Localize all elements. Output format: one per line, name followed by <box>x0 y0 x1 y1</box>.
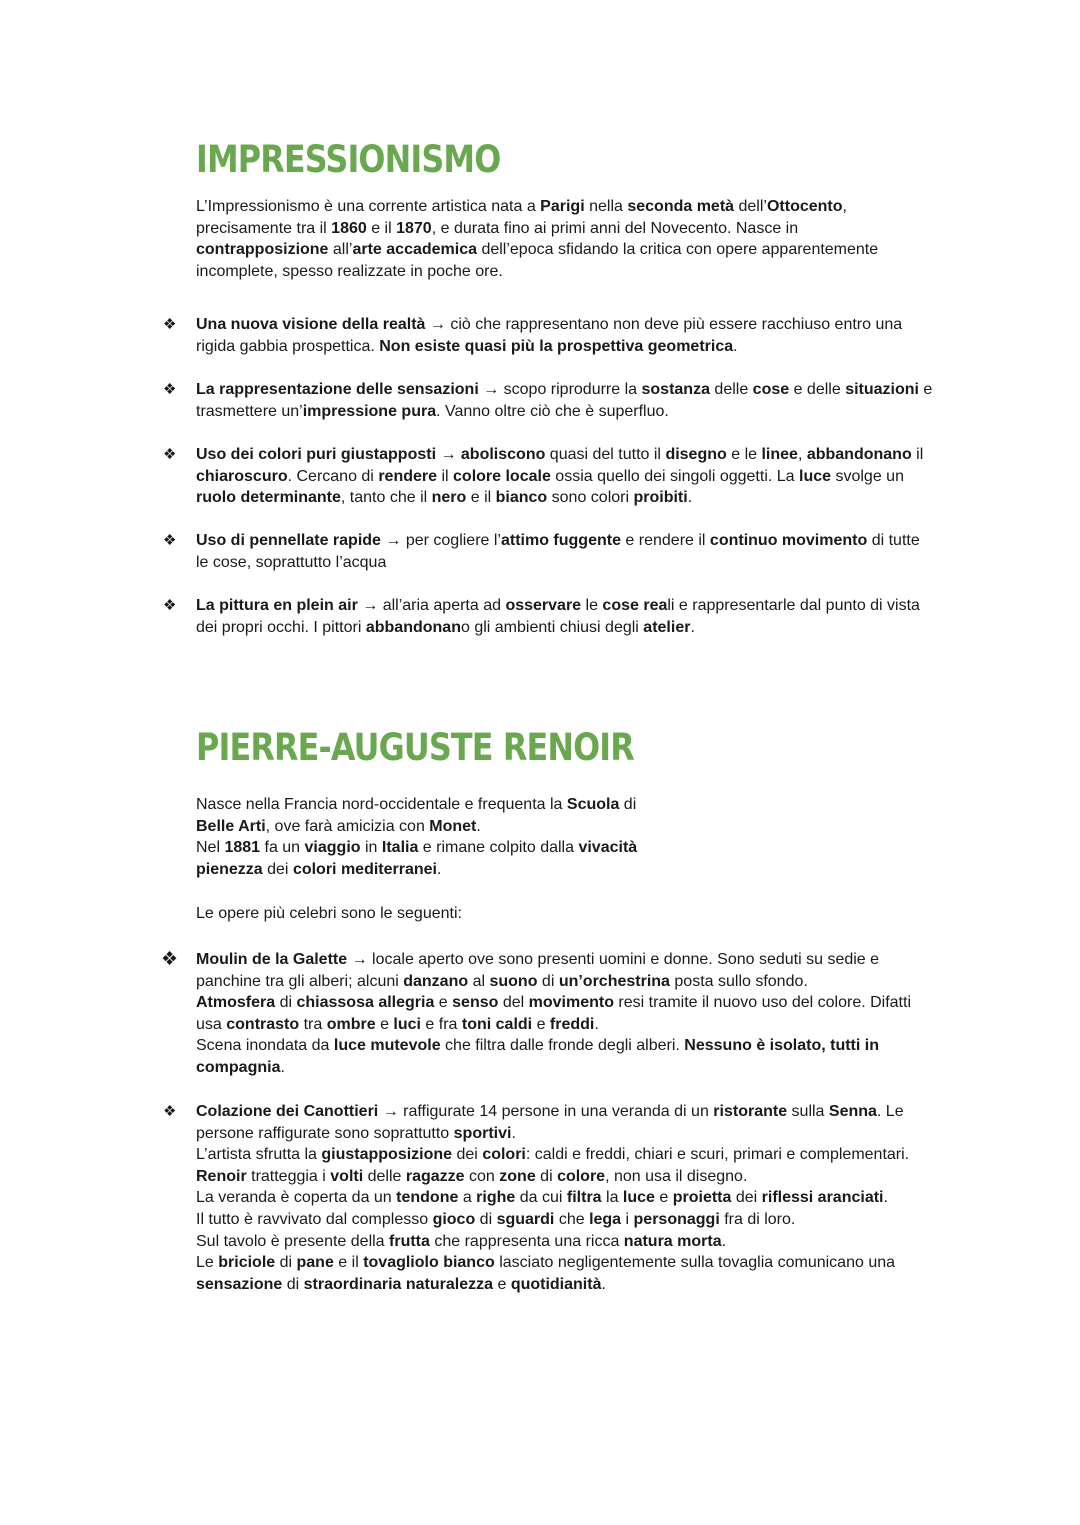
bullet-item-colori-puri: Uso dei colori puri giustapposti → aboliscono quasi del tutto il disegno e le linee, abbandonano il chiaroscuro. Cercano di rendere il colore locale ossia quello dei singoli oggetti. La luce svolge un ruolo determinante, tanto che il nero e il bianco sono colori proibiti. <box>196 446 924 507</box>
bullet-diamond-icon: ❖ <box>163 381 177 398</box>
bullet-diamond-icon: ❖ <box>163 1103 177 1120</box>
bullet-diamond-icon: ❖ <box>163 446 177 463</box>
bullet-item-pennellate: Uso di pennellate rapide → per cogliere l’attimo fuggente e rendere il continuo movimento di tutte le cose, soprattutto l’acqua <box>196 532 920 571</box>
bullet-item-sensazioni: La rappresentazione delle sensazioni → scopo riprodurre la sostanza delle cose e delle situazioni e trasmettere un’impressione pura. Vanno oltre ciò che è superfluo. <box>196 381 933 420</box>
bullet-item-nuova-visione: Una nuova visione della realtà → ciò che rappresentano non deve più essere racchiuso entro una rigida gabbia prospettica. Non esiste quasi più la prospettiva geometrica. <box>196 316 903 355</box>
bullet-item-plein-air: La pittura en plein air → all’aria aperta ad osservare le cose reali e rappresentarle dal punto di vista dei propri occhi. I pittori abbandonano gli ambienti chiusi degli atelier. <box>196 597 920 636</box>
bullet-diamond-icon: ❖ <box>163 532 177 549</box>
section-title-renoir: PIERRE-AUGUSTE RENOIR <box>196 726 634 769</box>
section-title-impressionismo: IMPRESSIONISMO <box>196 138 501 181</box>
bullet-diamond-icon: ❖ <box>163 316 177 333</box>
renoir-works-intro: Le opere più celebri sono le seguenti: <box>196 905 462 922</box>
bullet-diamond-icon: ❖ <box>161 949 179 970</box>
bullet-diamond-icon: ❖ <box>163 597 177 614</box>
bullet-item-colazione-canottieri: Colazione dei Canottieri → raffigurate 14 persone in una veranda di un ristorante sulla Senna. Le persone raffigurate sono soprattutto sportivi. L’artista sfrutta la giustapposizione dei colori: caldi e freddi, chiari e scuri, primari e complementari. Renoir tratteggia i volti delle ragazze con zone di colore, non usa il disegno. La veranda è coperta da un tendone a righe da cui filtra la luce e proietta dei riflessi aranciati. Il tutto è ravvivato dal complesso gioco di sguardi che lega i personaggi fra di loro. Sul tavolo è presente della frutta che rappresenta una ricca natura morta. Le briciole di pane e il tovagliolo bianco lasciato negligentemente sulla tovaglia comunicano una sensazione di straordinaria naturalezza e quotidianità. <box>196 1103 910 1293</box>
renoir-intro: Nasce nella Francia nord-occidentale e frequenta la Scuola di Belle Arti, ove farà amicizia con Monet. Nel 1881 fa un viaggio in Italia e rimane colpito dalla vivacità pienezza dei colori mediterranei. <box>196 796 638 878</box>
impressionismo-intro: L’Impressionismo è una corrente artistica nata a Parigi nella seconda metà dell’Ottocento, precisamente tra il 1860 e il 1870, e durata fino ai primi anni del Novecento. Nasce in contrapposizione all’arte accademica dell’epoca sfidando la critica con opere apparentemente incomplete, spesso realizzate in poche ore. <box>196 198 879 280</box>
bullet-item-moulin-galette: Moulin de la Galette → locale aperto ove sono presenti uomini e donne. Sono seduti su sedie e panchine tra gli alberi; alcuni danzano al suono di un’orchestrina posta sullo sfondo. Atmosfera di chiassosa allegria e senso del movimento resi tramite il nuovo uso del colore. Difatti usa contrasto tra ombre e luci e fra toni caldi e freddi. Scena inondata da luce mutevole che filtra dalle fronde degli alberi. Nessuno è isolato, tutti in compagnia. <box>196 951 911 1076</box>
